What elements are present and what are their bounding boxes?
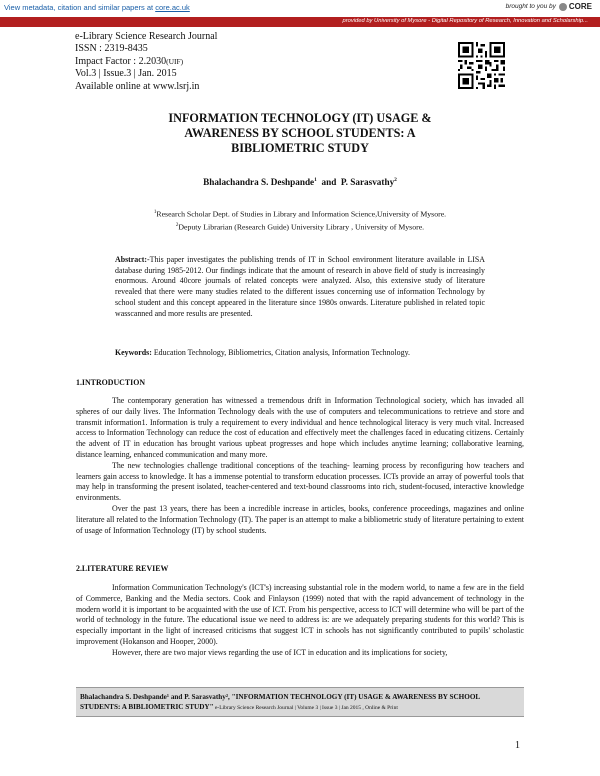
paragraph: Over the past 13 years, there has been a incredible increase in articles, books, conference proceedings, magazines and online literature all related to the Information Technology (IT). The paper is an attempt to make a bibliometric study of literature pertaining to extent of usage of Information Technology (IT) by school students. xyxy=(76,503,524,535)
section-heading: 1.INTRODUCTION xyxy=(76,378,146,387)
literature-body xyxy=(76,583,524,659)
citation-footer xyxy=(76,687,524,717)
journal-name: e-Library Science Research Journal xyxy=(75,31,218,42)
paragraph: The contemporary generation has witnessed a tremendous drift in Information Technological society, which has invaded all spheres of our daily lives. The Information Technology deals with the use of computers and telecommunications to retrieve and store and transmit information1. Information is truly a requirement to every individual and hence technological literacy is very much vital. Increased access to Information Technology can reduce the cost of education and effectively meet the challenges faced in educating citizens. Certainly the advent of IT in education has brought various upbeat progresses and hope which includes anytime learning; collaborative learning, distance learning, enhanced communication and many more. xyxy=(76,396,524,459)
journal-online: Available online at www.lsrj.in xyxy=(75,80,200,92)
abstract xyxy=(115,255,485,319)
citation-rest: e-Library Science Research Journal | Volume 3 | Issue 3 | Jan 2015 , Online & Print xyxy=(213,705,398,711)
title-line: BIBLIOMETRIC STUDY xyxy=(231,141,369,155)
title-line: AWARENESS BY SCHOOL STUDENTS: A xyxy=(184,126,416,140)
affil-sup: 1 xyxy=(153,210,157,215)
affiliation xyxy=(95,207,505,220)
author-sup: 1 xyxy=(314,177,317,183)
intro-body xyxy=(76,396,524,536)
impact-factor xyxy=(75,56,217,68)
affil-text: Research Scholar Dept. of Studies in Library and Information Science,University of Mysore. xyxy=(156,209,447,219)
author-name: Bhalachandra S. Deshpande xyxy=(203,177,315,188)
brought-by xyxy=(506,2,592,11)
core-logo-icon xyxy=(559,3,567,11)
author-and: and xyxy=(321,177,337,188)
author-name: P. Sarasvathy xyxy=(340,177,395,188)
keywords-label: Keywords: xyxy=(115,348,152,357)
abstract-text: -This paper investigates the publishing trends of IT in School environment literature available in LISA database during 1985-2012. Our findings indicate that the amount of research in above field of study is increasingly enormous. Around 40core journals of related concepts were analyzed. Also, this extensive study of literature revealed that there were many studies related to the different issues concerning use of information Technology by school student and this concept appeared in the literature since 1980s onwards. Literature published in related topic wasscanned and more results are presented. xyxy=(115,255,485,318)
affil-text: Deputy Librarian (Research Guide) University Library , University of Mysore. xyxy=(178,222,425,232)
author-line xyxy=(95,177,505,187)
page-number: 1 xyxy=(515,740,520,751)
core-link[interactable]: core.ac.uk xyxy=(155,3,190,12)
journal-issn: ISSN : 2319-8435 xyxy=(75,43,148,55)
affil-sup: 2 xyxy=(175,222,179,228)
citation-bold: Bhalachandra S. Deshpande¹ and P. Sarasvathy², "INFORMATION TECHNOLOGY (IT) USAGE & AWARENESS BY SCHOOL STUDENTS: A BIBLIOMETRIC STUDY" xyxy=(80,693,480,711)
metadata-notice xyxy=(4,3,190,12)
affiliations xyxy=(95,207,505,232)
impact-suffix: (UIF) xyxy=(166,56,184,66)
core-label: CORE xyxy=(568,2,592,11)
abstract-label: Abstract: xyxy=(115,255,147,264)
author-sup: 2 xyxy=(394,177,397,183)
paper-title xyxy=(95,111,505,156)
core-logo[interactable] xyxy=(559,2,592,11)
keywords-text: Education Technology, Bibliometrics, Citation analysis, Information Technology. xyxy=(153,348,410,357)
paragraph: The new technologies challenge traditional conceptions of the teaching- learning process by reconfiguring how teachers and learners gain access to knowledge. It has a immense potential to transform education processes. ICTs provide an array of powerful tools that may help in transforming the present isolated, teacher-centered and text-bound classrooms into rich, student-focused, interactive knowledge environments. xyxy=(76,460,524,503)
journal-header xyxy=(75,31,217,93)
provider-bar xyxy=(0,17,600,27)
affiliation xyxy=(95,220,505,233)
journal-volume: Vol.3 | Issue.3 | Jan. 2015 xyxy=(75,68,177,80)
metadata-text: View metadata, citation and similar papers at xyxy=(4,3,156,12)
paragraph: However, there are two major views regarding the use of ICT in education and its implications for society, xyxy=(112,647,448,657)
provided-by-text[interactable]: provided by University of Mysore - Digital Repository of Research, Innovation and Scholarship... xyxy=(342,18,588,24)
section-heading: 2.LITERATURE REVIEW xyxy=(76,564,169,573)
keywords xyxy=(115,348,485,357)
title-line: INFORMATION TECHNOLOGY (IT) USAGE & xyxy=(168,111,432,125)
impact-value: Impact Factor : 2.2030 xyxy=(75,55,167,67)
qr-code-icon xyxy=(458,42,505,89)
core-banner xyxy=(0,0,600,17)
paragraph: Information Communication Technology's (ICT's) increasing substantial role in the modern world, to name a few are in the field of Commerce, Banking and the Media sectors. Cook and Finlayson (1999) noted that with the rapid advancement of technology in the modern world it is important to be acquainted with the use of ICT. From his perspective, access to ICT will determine who will be part of the world of technology in the future. The educational issue we need to address is: are we adequately preparing students for this world? This is especially important in the light of increased criticisms that suggest ICT in schools has not significantly contributed to pupils' scholastic improvement (Hokanson and Hooper, 2000). xyxy=(76,583,524,646)
brought-by-text: brought to you by xyxy=(505,3,556,10)
